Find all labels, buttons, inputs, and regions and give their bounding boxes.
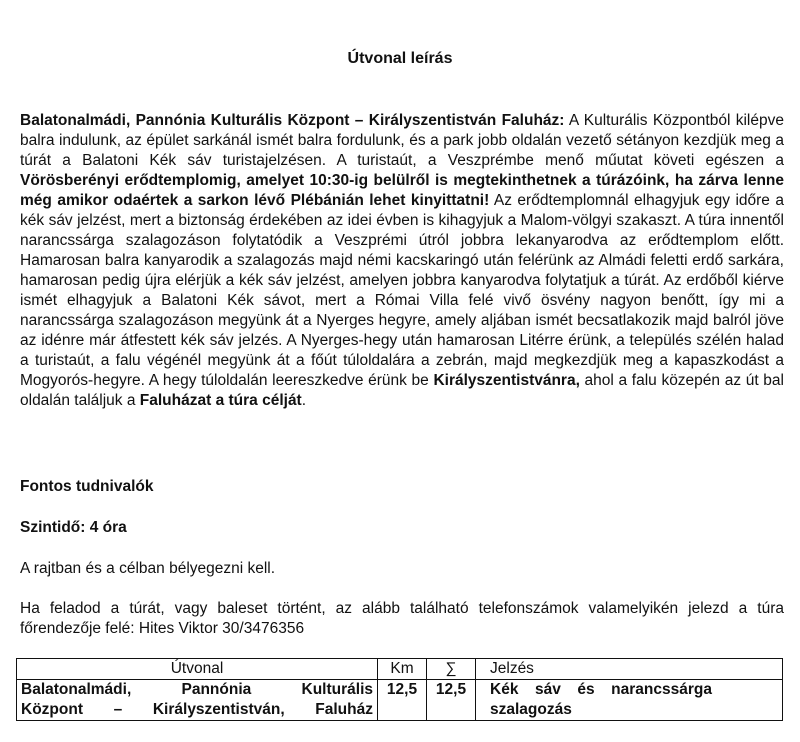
header-marking: Jelzés [476,659,783,680]
destination-goal: Faluházat a túra célját [139,392,302,409]
route-table [16,658,783,721]
page-title: Útvonal leírás [347,50,453,67]
table-row [17,680,783,721]
description-text-2: Az erődtemplomnál elhagyjuk egy időre a kék sáv jelzést, mert a biztonság érdekében az idei évben is kihagyjuk a Malom-völgyi szakaszt. A túra innentől narancssárga szalagozáson folytatódik a Veszprémi útról jobbra lekanyarodva az erődtemplom előtt. Hamarosan balra kanyarodik a szalagozás majd némi kacskaringó után felérünk az Almádi feletti erdő sarkára, hamarosan pedig újra elérjük a kék sáv jelzést, amelyen jobbra kanyarodva folytatjuk a túrát. Az erdőből kiérve ismét elhagyjuk a Balatoni Kék sávot, mert a Római Villa felé vivő ösvény nagyon benőtt, így mi a narancssárga szalagozáson megyünk át a Nyerges hegyre, amely aljában ismét becsatlakozik majd balról jöve az idénre már átfestett kék sáv jelzés. A Nyerges-hegy után hamarosan Litérre érünk, a település szélén halad a turistaút, a falu végénél megyünk át a főút túloldalára a zebrán, majd megkezdjük meg a kapaszkodást a Mogyorós-hegyre. A hegy túloldalán leereszkedve érünk be [20,192,785,389]
marking-line-1: Kék sáv és narancssárga [490,681,712,698]
route-start-end: Balatonalmádi, Pannónia Kulturális Központ – Királyszentistván Faluház: [20,112,565,129]
marking-cell [476,680,783,721]
header-route: Útvonal [17,659,378,680]
header-sum: ∑ [427,659,476,680]
header-km: Km [378,659,427,680]
church-note: Vörösberényi erődtemplomig, amelyet 10:30-ig belülről is megtekinthetnek a túrázóink, ha zárva lenne még amikor odaértek a sarkon lévő Plébánián lehet kinyittatni! [20,172,784,209]
km-cell: 12,5 [378,680,427,721]
marking-line-2: szalagozás [490,701,572,718]
important-info-heading: Fontos tudnivalók [20,478,154,495]
table-header-row [17,659,783,680]
description-text-3: ahol a falu közepén az út bal oldalán találjuk a [20,372,784,409]
route-cell [17,680,378,721]
description-text-1: A Kulturális Központból kilépve balra indulunk, az épület sarkánál ismét balra fordulunk, és a park jobb oldalán vezető sétányon kezdjük meg a túrát a Balatoni Kék sáv turistajelzésen. A turistaút, a Veszprémbe menő műutat követi egészen a [20,112,784,169]
route-description [20,111,784,411]
contact-note: Ha feladod a túrát, vagy baleset történt, az alább található telefonszámok valamelyikén jelezd a túra főrendezője felé: Hites Viktor 30/3476356 [20,600,784,637]
time-limit-heading: Szintidő: 4 óra [20,519,127,536]
destination-village: Királyszentistvánra, [433,372,580,389]
sum-cell: 12,5 [427,680,476,721]
stamp-note: A rajtban és a célban bélyegezni kell. [20,560,276,577]
route-line-1: Balatonalmádi, Pannónia Kulturális [21,681,373,698]
description-text-4: . [301,392,307,409]
route-line-2: Központ – Királyszentistván, Faluház [21,701,373,718]
